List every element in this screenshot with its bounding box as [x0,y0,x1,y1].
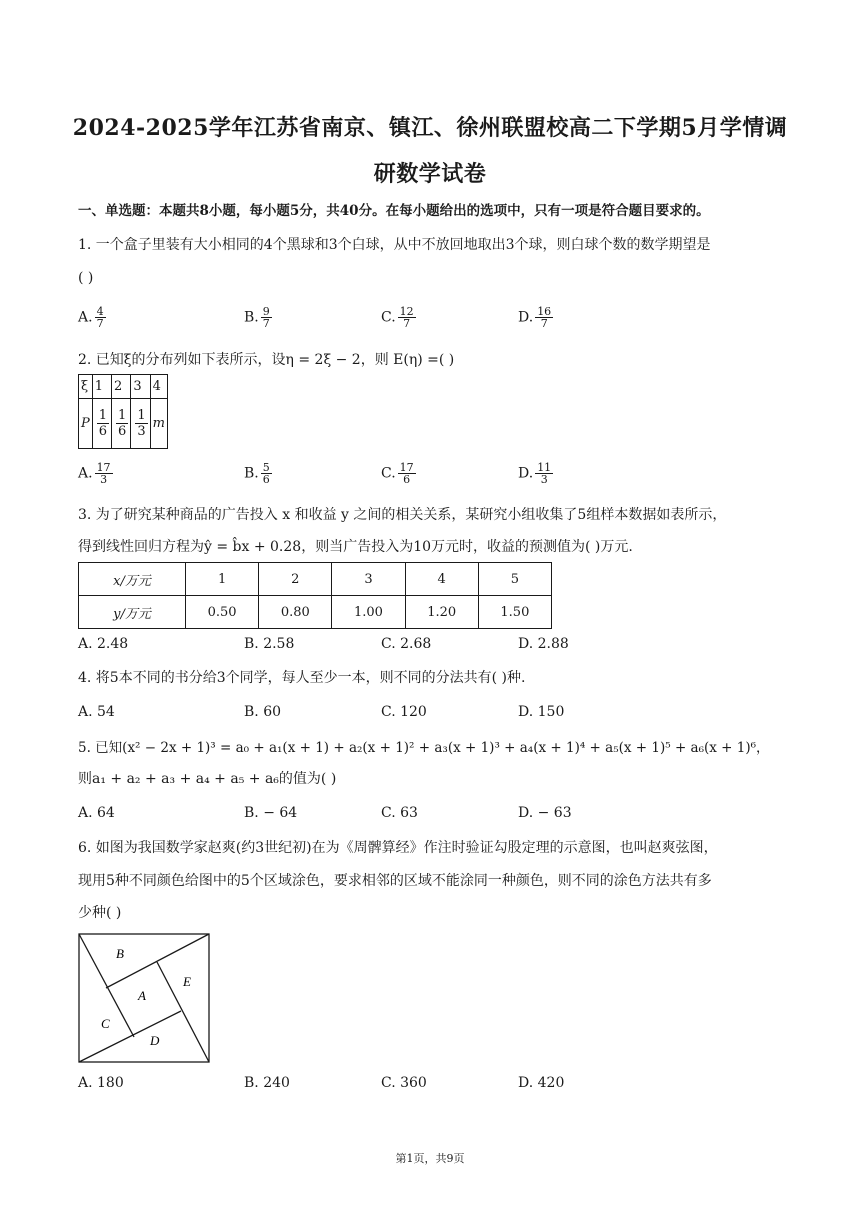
q3-cell: 1.00 [332,596,405,629]
q2-cell: P [79,399,93,449]
q2-cell: $\frac{1}{6}$ [112,399,131,449]
q5-stem-line1: 5. 已知(x² − 2x + 1)³ = a₀ + a₁(x + 1) + a₂(x + 1)² + a₃(x + 1)³ + a₄(x + 1)⁴ + a₅(x + 1)⁵ + a₆(x + 1)⁶， [78,740,770,756]
q3-stem-line1: 3. 为了研究某种商品的广告投入 x 和收益 y 之间的相关关系，某研究小组收集了5组样本数据如表所示， [78,507,727,523]
q2-option-c [381,462,416,485]
q3-cell: x/万元 [79,563,186,596]
q3-option-c: C. 2.68 [381,636,432,652]
q2-option-d [518,462,553,485]
q4-option-a: A. 54 [78,704,115,720]
q4-option-b: B. 60 [244,704,282,720]
q2-cell: 2 [112,375,131,399]
option-label: B. [244,309,259,326]
option-fraction: $\frac{17}{6}$ [399,461,414,486]
option-label: D. [518,309,534,326]
q1-paren: ( ) [78,270,94,286]
region-label-c: C [101,1016,110,1031]
option-fraction: $\frac{5}{6}$ [262,461,270,486]
option-label: C. [381,465,396,482]
q6-option-b: B. 240 [244,1075,290,1091]
region-label-e: E [183,974,191,989]
q3-cell: 0.50 [186,596,259,629]
q3-cell: 2 [259,563,332,596]
q3-option-a: A. 2.48 [78,636,129,652]
q2-option-b [244,462,272,485]
q6-option-c: C. 360 [381,1075,427,1091]
option-fraction: $\frac{9}{7}$ [262,305,270,330]
region-label-b: B [116,946,124,961]
q3-cell: 3 [332,563,405,596]
q1-stem: 1. 一个盒子里装有大小相同的4个黑球和3个白球，从中不放回地取出3个球，则白球个数的数学期望是 [78,237,711,253]
region-label-a: A [138,988,146,1003]
q1-option-b [244,306,272,329]
q6-stem-line2: 现用5种不同颜色给图中的5个区域涂色，要求相邻的区域不能涂同一种颜色，则不同的涂色方法共有多 [78,873,712,889]
option-fraction: $\frac{4}{7}$ [96,305,104,330]
option-label: D. [518,465,534,482]
q4-option-c: C. 120 [381,704,427,720]
option-label: A. [78,465,93,482]
q3-cell: 4 [405,563,478,596]
q2-stem: 2. 已知ξ的分布列如下表所示，设η = 2ξ − 2，则 E(η) =( ) [78,352,455,368]
q3-cell: 5 [478,563,551,596]
zhao-shuang-diagram [78,933,210,1063]
q1-option-a [78,306,106,329]
q5-option-b: B. − 64 [244,805,298,821]
option-fraction: $\frac{17}{3}$ [96,461,111,486]
q2-cell: $\frac{1}{6}$ [92,399,111,449]
q3-cell: 1 [186,563,259,596]
q3-stem-line2: 得到线性回归方程为ŷ = b̂x + 0.28，则当广告投入为10万元时，收益的预测值为( )万元. [78,539,633,555]
option-fraction: $\frac{11}{3}$ [537,461,552,486]
diagram-line [79,1011,181,1062]
q5-option-a: A. 64 [78,805,115,821]
q2-cell: 3 [131,375,150,399]
q2-cell: 1 [92,375,111,399]
option-label: C. [381,309,396,326]
section-heading: 一、单选题：本题共8小题，每小题5分，共40分。在每小题给出的选项中，只有一项是符合题目要求的。 [78,203,710,219]
q6-option-a: A. 180 [78,1075,124,1091]
q3-cell: y/万元 [79,596,186,629]
q3-cell: 0.80 [259,596,332,629]
q2-cell: m [150,399,167,449]
option-fraction: $\frac{16}{7}$ [537,305,552,330]
q2-cell: 4 [150,375,167,399]
q2-cell: $\frac{1}{3}$ [131,399,150,449]
exam-title-line2: 研数学试卷 [373,161,487,187]
page-footer: 第1页，共9页 [395,1152,465,1165]
q6-stem-line3: 少种( ) [78,905,122,921]
diagram-line [106,934,209,988]
q5-option-c: C. 63 [381,805,418,821]
option-label: A. [78,309,93,326]
q3-option-d: D. 2.88 [518,636,569,652]
q3-data-table [78,562,552,629]
q6-option-d: D. 420 [518,1075,565,1091]
q3-option-b: B. 2.58 [244,636,295,652]
q5-stem-line2: 则a₁ + a₂ + a₃ + a₄ + a₅ + a₆的值为( ) [78,771,337,787]
q1-option-d [518,306,553,329]
q3-cell: 1.50 [478,596,551,629]
q3-cell: 1.20 [405,596,478,629]
option-label: B. [244,465,259,482]
q4-stem: 4. 将5本不同的书分给3个同学，每人至少一本，则不同的分法共有( )种. [78,670,526,686]
exam-title-line1: 2024-2025学年江苏省南京、镇江、徐州联盟校高二下学期5月学情调 [72,115,788,141]
q2-distribution-table [78,374,168,449]
q6-stem-line1: 6. 如图为我国数学家赵爽(约3世纪初)在为《周髀算经》作注时验证勾股定理的示意图，也叫赵爽弦图， [78,840,718,856]
q2-cell: ξ [79,375,93,399]
region-label-d: D [150,1033,160,1048]
q4-option-d: D. 150 [518,704,565,720]
q1-option-c [381,306,416,329]
q5-option-d: D. − 63 [518,805,572,821]
option-fraction: $\frac{12}{7}$ [399,305,414,330]
q2-option-a [78,462,113,485]
